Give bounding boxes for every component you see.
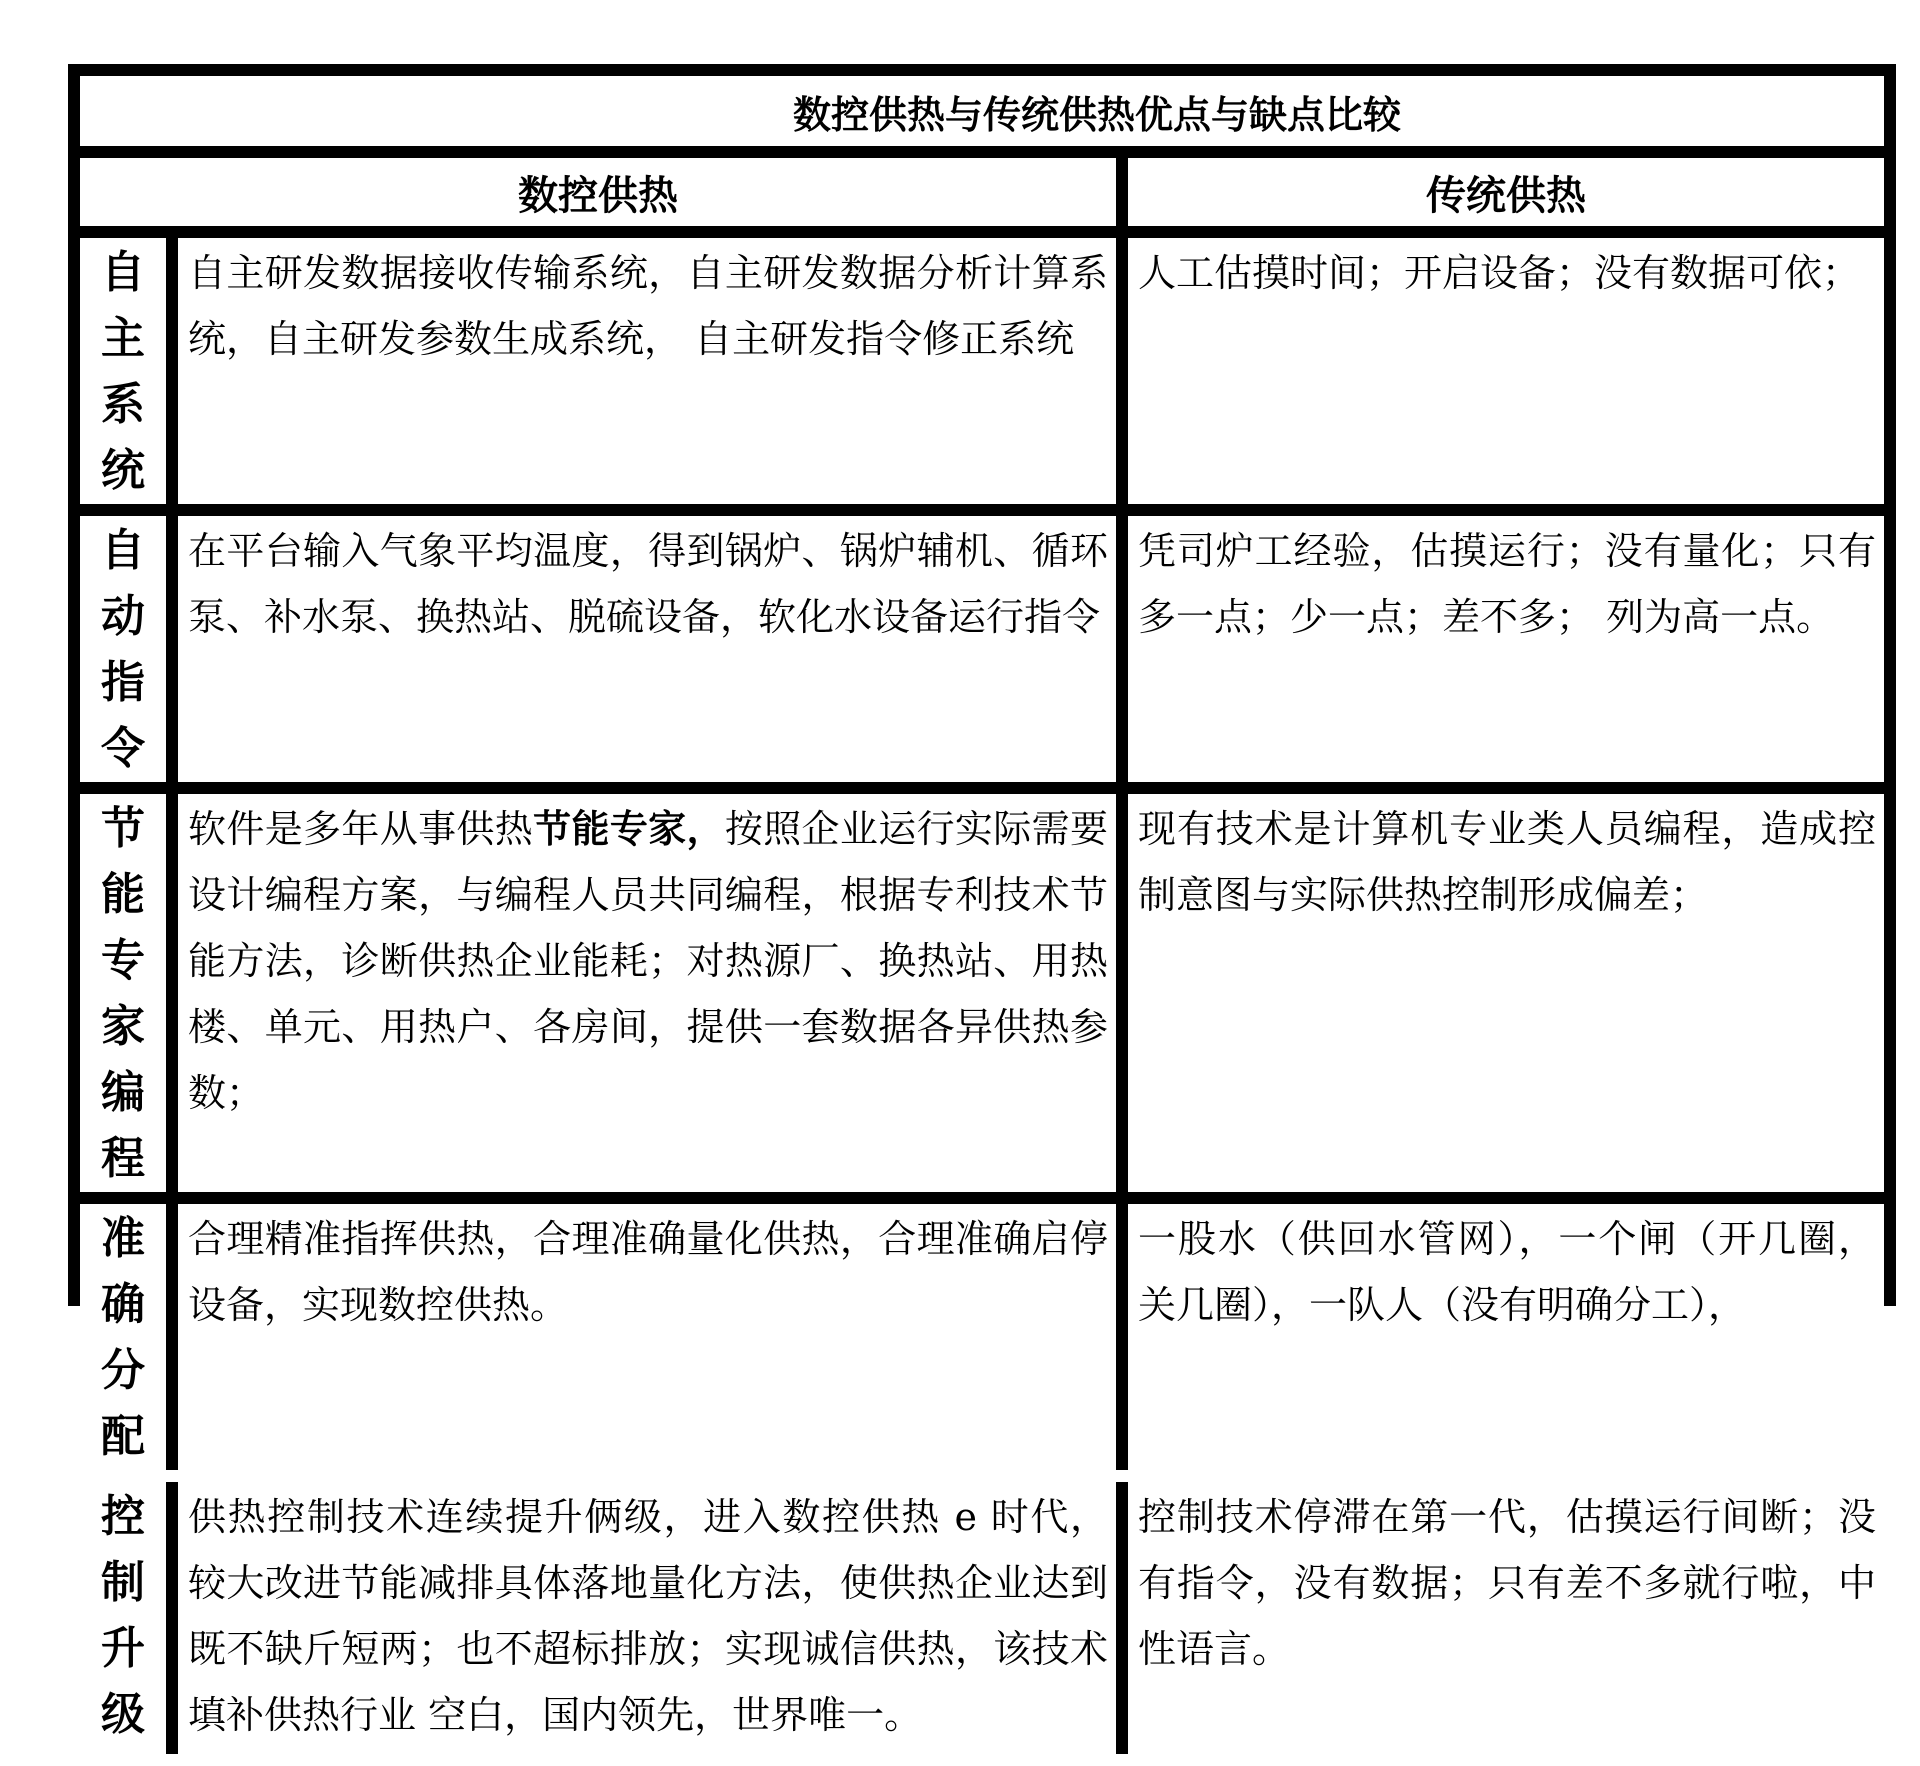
row-label: 准确 分配 (80, 1204, 166, 1470)
digital-cell: 软件是多年从事供热节能专家，按照企业运行实际需要设计编程方案，与编程人员共同编程，根据专利技术节能方法，诊断供热企业能耗；对热源厂、换热站、用热楼、单元、用热户、各房间，提供一套数据各异供热参数； (166, 794, 1116, 1192)
digital-cell: 供热控制技术连续提升俩级，进入数控供热 e 时代，较大改进节能减排具体落地量化方法，使供热企业达到既不缺斤短两；也不超标排放；实现诚信供热，该技术填补供热行业 空白，国内领先，世界唯一。 (166, 1482, 1116, 1754)
table-row (80, 516, 1884, 782)
header-row (80, 158, 1884, 226)
row-label: 自主 系统 (80, 238, 166, 504)
header-digital-heating: 数控供热 (80, 158, 1116, 226)
table-row (80, 1482, 1884, 1754)
digital-cell: 合理精准指挥供热，合理准确量化供热，合理准确启停设备，实现数控供热。 (166, 1204, 1116, 1470)
emphasis-text: 节能专家， (533, 807, 725, 851)
comparison-table-frame (68, 64, 1896, 1740)
traditional-cell: 控制技术停滞在第一代，估摸运行间断；没有指令，没有数据；只有差不多就行啦，中性语言。 (1116, 1482, 1884, 1754)
table-title: 数控供热与传统供热优点与缺点比较 (80, 76, 1884, 146)
traditional-cell: 人工估摸时间；开启设备；没有数据可依； (1116, 238, 1884, 504)
table-row (80, 1204, 1884, 1470)
comparison-table (80, 64, 1884, 1766)
table-row (80, 238, 1884, 504)
row-label: 节能 专家 编程 (80, 794, 166, 1192)
traditional-cell: 一股水（供回水管网），一个闸（开几圈，关几圈），一队人（没有明确分工）， (1116, 1204, 1884, 1470)
row-label: 控制 升级 (80, 1482, 166, 1754)
digital-cell: 在平台输入气象平均温度，得到锅炉、锅炉辅机、循环泵、补水泵、换热站、脱硫设备，软化水设备运行指令 (166, 516, 1116, 782)
title-row (80, 76, 1884, 146)
row-label: 自动 指令 (80, 516, 166, 782)
traditional-cell: 凭司炉工经验，估摸运行；没有量化；只有多一点；少一点；差不多； 列为高一点。 (1116, 516, 1884, 782)
header-traditional-heating: 传统供热 (1116, 158, 1884, 226)
table-row (80, 794, 1884, 1192)
digital-cell: 自主研发数据接收传输系统，自主研发数据分析计算系统，自主研发参数生成系统， 自主研发指令修正系统 (166, 238, 1116, 504)
traditional-cell: 现有技术是计算机专业类人员编程，造成控制意图与实际供热控制形成偏差； (1116, 794, 1884, 1192)
